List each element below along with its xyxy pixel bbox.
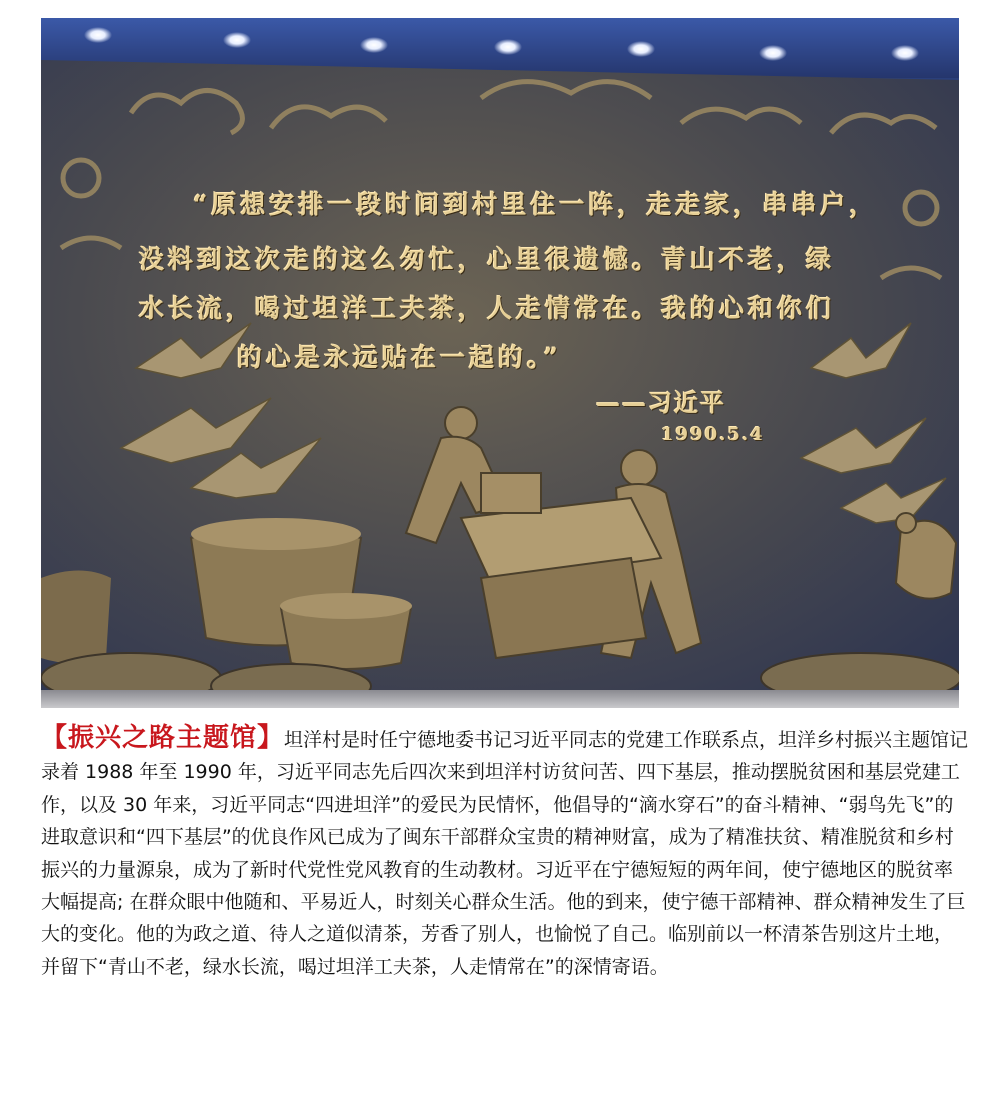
caption-paragraph — [41, 722, 971, 983]
relief-wall-photo — [41, 18, 959, 708]
caption-body: 坦洋村是时任宁德地委书记习近平同志的党建工作联系点，坦洋乡村振兴主题馆记录着 1988 年至 1990 年，习近平同志先后四次来到坦洋村访贫问苦、四下基层，推动摆脱贫困和基层党建工作，以及 30 年来，习近平同志“四进坦洋”的爱民为民情怀，他倡导的“滴水穿石”的奋斗精神、“弱鸟先飞”的进取意识和“四下基层”的优良作风已成为了闽东干部群众宝贵的精神财富，成为了精准扶贫、精准脱贫和乡村振兴的力量源泉，成为了新时代党性党风教育的生动教材。习近平在宁德短短的两年间，使宁德地区的脱贫率大幅提高; 在群众眼中他随和、平易近人，时刻关心群众生活。他的到来，使宁德干部精神、群众精神发生了巨大的变化。他的为政之道、待人之道似清茶，芳香了别人，也愉悦了自己。临别前以一杯清茶告别这片土地，并留下“青山不老，绿水长流，喝过坦洋工夫茶，人走情常在”的深情寄语。 — [41, 729, 969, 978]
caption-title: 【振兴之路主题馆】 — [41, 723, 285, 753]
relief-date: 1990.5.4 — [661, 424, 765, 445]
relief-quote-line-2: 没料到这次走的这么匆忙，心里很遗憾。青山不老，绿 — [139, 245, 836, 274]
relief-signature: ——习近平 — [596, 388, 726, 417]
relief-quote-line-3: 水长流，喝过坦洋工夫茶，人走情常在。我的心和你们 — [139, 294, 836, 323]
floor-strip — [41, 690, 959, 708]
relief-quote-line-4: 的心是永远贴在一起的。” — [237, 343, 562, 372]
relief-quote-line-1: “原想安排一段时间到村里住一阵，走走家，串串户， — [193, 190, 879, 219]
